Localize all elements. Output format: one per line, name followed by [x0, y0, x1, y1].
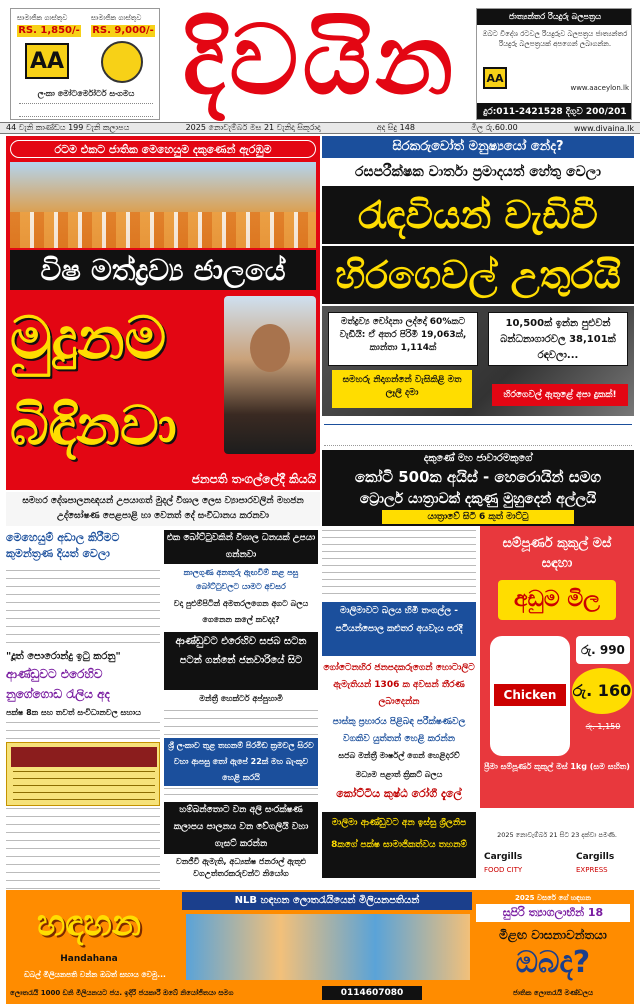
right-ad-phone[interactable]: දුර:011-2421528 දිගුව 200/201 — [477, 103, 632, 120]
left-ad-price-left: RS. 1,850/- — [18, 25, 80, 36]
announcement-banner — [11, 747, 157, 767]
mid-story-2-sub: මන්ත්‍රී හෙක්ටර් අප්පුහාමි — [199, 694, 283, 703]
lead-headline-main-2: බිඳිනවා — [10, 394, 177, 457]
lead-headline-main-1: මුදුනම — [10, 304, 167, 372]
lottery-question-2: ඔබද? — [515, 945, 591, 980]
mid-story-2[interactable] — [164, 632, 318, 708]
right-story-1-head[interactable]: මාලිමාවට බලය හිමි තංගල්ල - පටියන්පොල කළුතර අයවැය පරදී — [322, 602, 476, 656]
datebar — [0, 122, 640, 134]
brand-1-sub: FOOD CITY — [484, 866, 523, 874]
chicken-ad[interactable] — [480, 526, 634, 808]
lottery-brand: හඳහන — [36, 903, 142, 944]
right-ad-website[interactable]: www.aaceylon.lk — [570, 84, 629, 92]
lottery-footer: ලොතරැයි 1000 ඩනි මිලියනයට ජය. ඉදිරි ජයකාරී ඔබේ නියෝජිතයා සමග — [10, 989, 234, 997]
left-ad-fineprint-lines — [19, 103, 153, 117]
prison-stat-3: 10,500ක් ඉන්න පුළුවන් බන්ධනාගාරවල 38,101ක් රඳවලා... — [488, 312, 628, 366]
mid-story-3-rule — [164, 788, 318, 800]
mid-story-3-head[interactable]: ශ්‍රී ලංකාව තුළ තහනම් පිරමිඩ ක්‍රමවල සිරව වහා ආපසු තෝ ඇපේ 22ක් මහ බැංකුව හෙළි කරයි — [164, 738, 318, 786]
left-ad-org: ලංකා මෝටර්මෝටර් සංගමය — [37, 89, 135, 98]
left-story-2-body — [6, 722, 160, 740]
right-ad-heading: ජාත්‍යන්තර රියදුරු බලපත්‍රය — [477, 9, 632, 25]
prison-headline-2: හිරගෙවල් උතුරයි — [322, 246, 634, 304]
left-story-1-body — [6, 570, 160, 644]
lottery-nlb-header: NLB හඳහන ලොතරැයියෙන් මිලියනපතියන් — [182, 892, 472, 910]
prison-subkicker: රසපරීක්ෂක වාර්තා ප්‍රමාදයත් හේතු වෙලා — [355, 164, 601, 180]
left-story-1[interactable] — [6, 530, 160, 648]
chicken-price-old: රු. 1,150 — [585, 722, 621, 731]
mid-story-1-sub: කාලගුණ අනතුරු ඇඟවීම් කළ පසු බෝට්ටුවලට යාමට අවසර — [183, 568, 299, 591]
right-aa-logo-icon: AA — [483, 67, 507, 89]
lottery-hotline[interactable]: 0114607080 — [322, 986, 422, 1000]
heroin-subline: යාත්‍රාවේ සිටි 6 කුත් මාට්ටු — [382, 510, 574, 524]
prison-kicker: සිරකරුවෝත් මනුෂ්‍යයෝ නේද? — [322, 136, 634, 158]
left-story-1-head: මෙහෙයුම් අඩාල කිරීමට කුමන්ත්‍රණ දියත් වෙලා — [6, 531, 120, 560]
chicken-ad-product — [490, 636, 570, 756]
left-story-2-quote: "දූත් පොරොන්දු ඉටු කරනු" — [6, 651, 121, 662]
chicken-ad-lowest: අඩුම මිල — [498, 580, 616, 620]
president-portrait — [224, 296, 316, 454]
heroin-headline-2: ට්‍රොලර් යාත්‍රාවක් දකුණු මුහුදෙන් අල්ලයි — [359, 491, 597, 507]
masthead-left-ad[interactable] — [10, 8, 160, 120]
lottery-promo-top: 2025 වසරේ ගේ හඳහන — [515, 894, 591, 902]
mid-story-1-head: එක බෝට්ටුවකින් විශාල ධනයක් උපයා ගන්නවා — [164, 530, 318, 564]
prison-stat-2: සමහරු නිදාගන්නේ වැසිකිළි මත ලෑලි දමා — [332, 370, 472, 408]
lottery-winners-photos — [186, 914, 470, 980]
prison-stat-4: හිරගෙවල් ඇතුළේ අපා දුකක්! — [492, 384, 628, 406]
left-ad-label-right: සාමාජික ගාස්තුව — [91, 14, 142, 22]
prison-story[interactable] — [322, 136, 634, 422]
brand-2: Cargills — [576, 852, 615, 862]
right-story-3-sub: සජබ මන්ත්‍රී මාර්ෂල් ගෙන් හෙළිදරව් — [338, 751, 460, 760]
mid-story-2-head: ආණ්ඩුවට එරෙහිව සජබ සටන පටන් ගන්නේ ජනවාරියේ සිට — [164, 632, 318, 690]
mid-story-4-sub: වනජීවී ඇමැති, අධ්‍යක්ෂ ජනරාල් ඇතුළු වගඋත්තරකරුවන්ට නියෝග — [175, 857, 307, 878]
chicken-brand-strip[interactable] — [480, 848, 634, 888]
portrait-face — [250, 324, 290, 372]
chicken-product-label: Chicken — [494, 684, 566, 706]
datebar-issue: 44 වැනි කාණ්ඩය 199 වැනි කලාපය — [6, 123, 130, 132]
lottery-promo-title: සුපිරි ත්‍යාගලාභීන් 18 — [476, 904, 630, 922]
datebar-site[interactable]: www.divaina.lk — [574, 123, 634, 133]
right-ad-body: ඔබට විදේශ රටවල රියදුරුව බලපත්‍රය ජාත්‍යන්තර රියදුරු බලපත්‍රයක් අපගෙන් ලබාගන්න. — [482, 30, 628, 48]
left-ad-price-right: RS. 9,000/- — [92, 25, 154, 36]
datebar-date: 2025 නොවැම්බර් මස 21 වැනිදා සිකුරාදා — [185, 123, 321, 132]
lottery-nlb-footer: ජාතික ලොතරැයි මණ්ඩලය — [512, 989, 594, 997]
mid-story-4-head: හම්බන්තොට වන අලි සංරක්ෂණ කලාපය පාලනය වන වේගලියි වහා ගැසට් කරන්න — [164, 802, 318, 854]
brand-1: Cargills — [484, 852, 523, 862]
mid-story-3-body — [164, 710, 318, 736]
right-story-4-head[interactable]: කෝට්ටිය කුෂ්ඨ රෝගී දැලේ — [336, 787, 462, 800]
heroin-story[interactable] — [322, 450, 634, 526]
chicken-product-desc: ප්‍රීමා සම්පූර්ණ කුකුල් මස් 1kg (සම සහිත) — [484, 762, 630, 771]
lottery-question-1: මිළඟ වාසනාවන්තයා — [499, 928, 607, 942]
left-ad-label-left: සාමාජික ගාස්තුව — [17, 14, 68, 22]
prison-bodytext — [324, 424, 632, 446]
seal-icon — [101, 41, 143, 83]
lottery-brand-sub: ඩබල් මිලියනපති වන්න ඔබත් සහාය වෙමු... — [24, 970, 166, 979]
lottery-brand-en: Handahana — [60, 954, 118, 964]
aa-logo-icon: AA — [25, 43, 69, 79]
datebar-price: මිල රු.60.00 — [471, 123, 518, 132]
prison-headline-1: රැඳවියන් වැඩිවී — [322, 186, 634, 244]
chicken-price-top: රු. 990 — [576, 636, 630, 664]
lead-headline-top: විෂ මත්ද්‍රව්‍ය ජාලයේ — [10, 250, 316, 290]
lead-photo — [10, 162, 316, 248]
mid-story-4[interactable] — [164, 802, 318, 894]
mid-story-1[interactable] — [164, 530, 318, 630]
announcement-lines — [13, 771, 155, 803]
bottom-lottery-ad[interactable] — [6, 890, 634, 1004]
right-story-4-sub: මධ්‍යම පළාත් ක්‍රිකට් බලය — [355, 770, 443, 779]
prison-stat-1: මත්ද්‍රව්‍ය චෝදනා ලද්දෝ 60%කට වැඩියි: ඒ අතර පිරිමි 19,063ක්, කාන්තා 1,114ක් — [328, 312, 478, 366]
chicken-ad-headline: සම්පූර්ණ කුකුල් මස් සඳහා — [502, 536, 612, 571]
left-story-2-head: ආණ්ඩුවට එරෙහිව නුගේගොඩ රැලිය අද — [6, 667, 110, 701]
left-announcement-ad[interactable] — [6, 742, 160, 806]
right-story-0-body — [322, 530, 476, 600]
right-story-3-head[interactable]: පාස්කු ප්‍රහාරය පිළිබඳ පරීක්ෂණවල වගකිව යුත්තන් හෙළි කරන්න — [332, 717, 466, 744]
brand-2-sub: EXPRESS — [576, 866, 608, 874]
lead-kicker: රටම එකට ජාතික මෙහෙයුම දකුණෙන් ඇරඹුම — [10, 140, 316, 158]
chicken-price-main: රු. 160 — [572, 668, 632, 714]
datebar-day: අද සිදු 148 — [376, 123, 415, 132]
chicken-ad-fine — [480, 808, 634, 848]
photo-icon — [10, 212, 316, 248]
left-bottom-body — [6, 808, 160, 892]
left-story-2-sub: පක්ෂ 8ක සහ තවත් සංවිධානවල සහාය — [6, 708, 141, 717]
lead-standfirst: සමහර දේශපාලනඥයන් උපයාගත් මුදල් විශාල ලෙස ව්‍යාපාරවලින් මහජන උද්ඝෝෂණ පෙළපාළි හා වෙනත් දේ සංවිධානය කරනවා — [6, 492, 320, 526]
right-story-2-head[interactable]: ගෝටෙනහිර ජනපදකරුගෙන් හොටාලිට ඇමැතියන් 1306 ක අවසන් තීරණ ලබාදෙන්න — [323, 663, 475, 707]
heroin-kicker: දකුණේ මහ ජාවාරමකුගේ — [423, 453, 533, 464]
right-story-5-head[interactable]: මාලිමා ආණ්ඩුවට අන ඉස්සු ශ්‍රීලනිප 8ක‍ගේ පක්ෂ සාමාජිකත්වය තහනම් — [322, 812, 476, 878]
lead-story[interactable] — [6, 136, 320, 490]
left-story-2[interactable] — [6, 650, 160, 740]
heroin-headline-1: කෝටි 500ක අයිස් - හෙරොයින් සමග — [354, 468, 602, 486]
masthead-title: දිවයින — [182, 3, 458, 116]
masthead-right-ad[interactable] — [476, 8, 632, 120]
mid-story-1-sub2: වදා පුළුම්පිටින් අමතරලගෙන අගට බලය ගෙනෙන කලේ කවදාද? — [173, 599, 309, 624]
lead-attribution: ජනපති තංගල්ලේදී කියයි — [191, 472, 316, 486]
chicken-fineprint: 2025 නොවැම්බර් 21 සිට 23 දක්වා පමණි. — [497, 831, 617, 839]
